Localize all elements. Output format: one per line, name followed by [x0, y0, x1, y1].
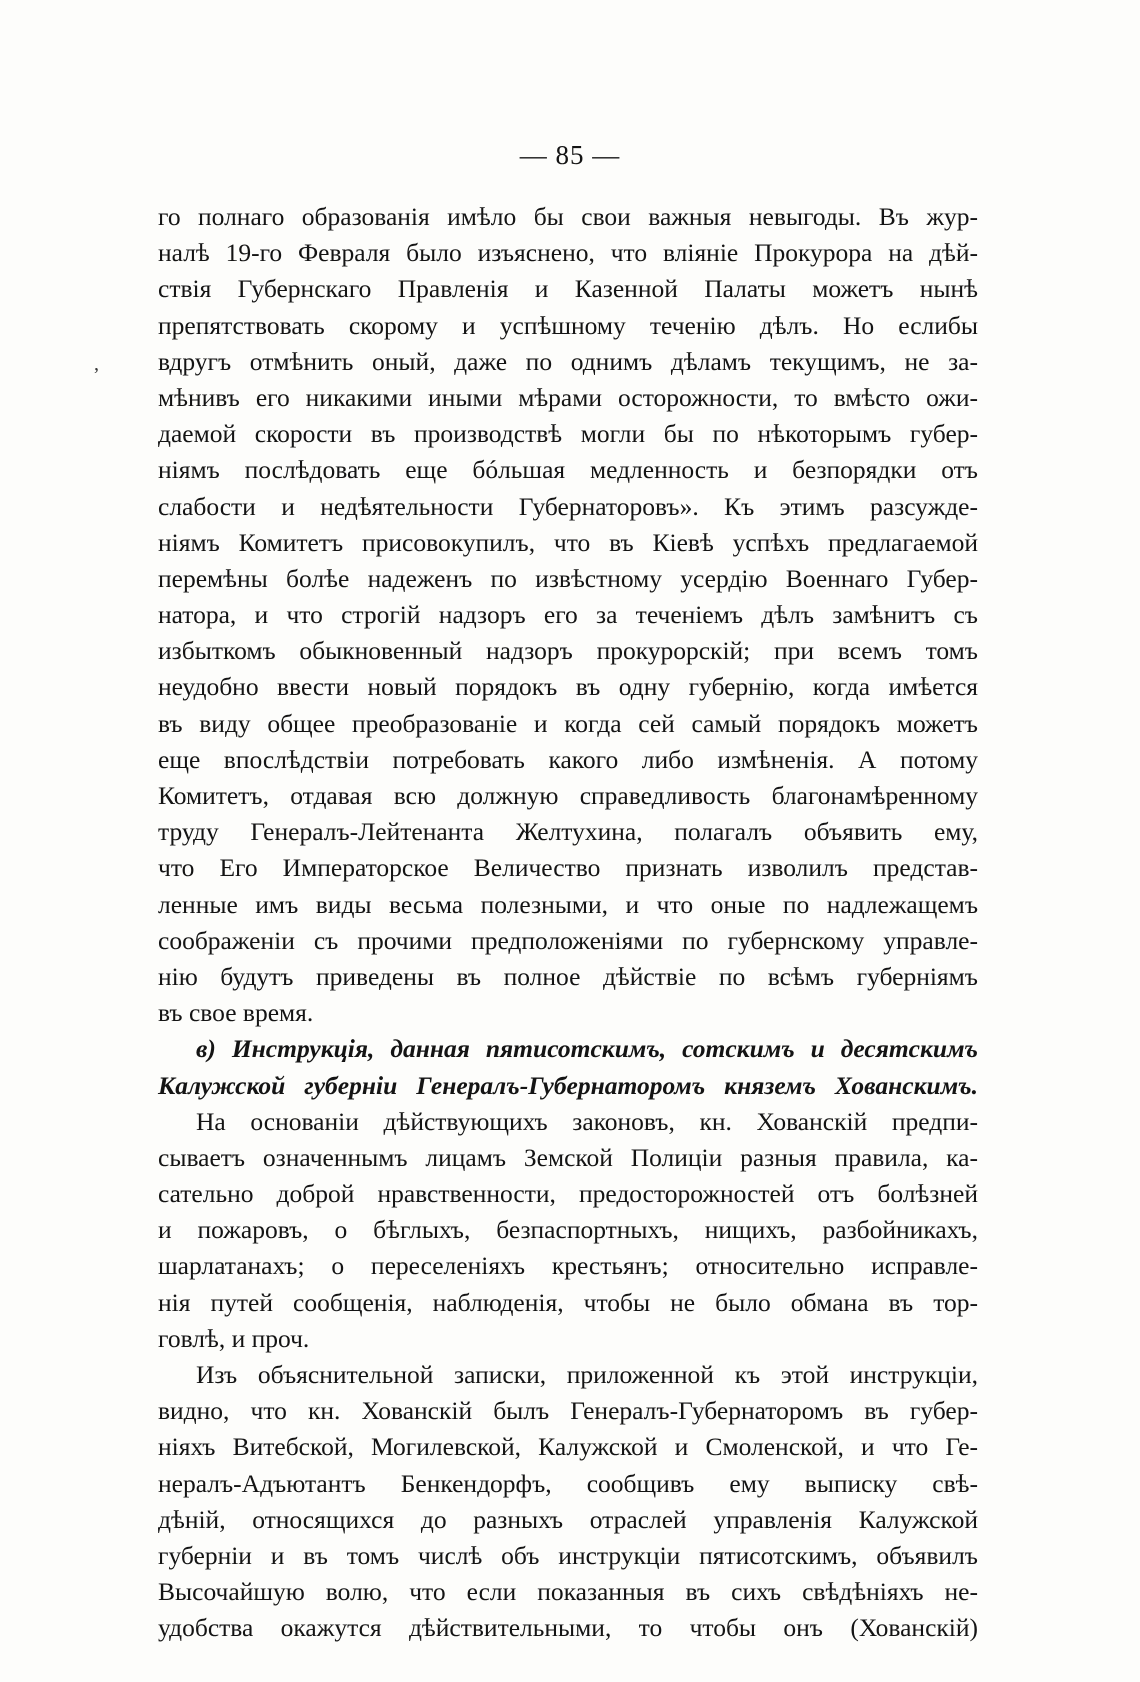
text-line: препятствовать скорому и успѣшному теченію дѣлъ. Но еслибы: [158, 310, 978, 340]
text-line: неудобно ввести новый порядокъ въ одну губернію, когда имѣется: [158, 672, 978, 702]
text-line: нію будутъ приведены въ полное дѣйствіе по всѣмъ губерніямъ: [158, 961, 978, 991]
text-line: слабости и недѣятельности Губернаторовъ». Къ этимъ разсужде-: [158, 491, 978, 521]
text-line: сываетъ означеннымъ лицамъ Земской Полиціи разныя правила, ка-: [158, 1142, 978, 1172]
text-line: говлѣ, и проч.: [158, 1323, 310, 1353]
text-line: в) Инструкція, данная пятисотскимъ, сотскимъ и десятскимъ: [196, 1034, 978, 1064]
text-line: Изъ объяснительной записки, приложенной къ этой инструкціи,: [196, 1360, 978, 1389]
text-line: избыткомъ обыкновенный надзоръ прокурорскій; при всемъ томъ: [158, 636, 978, 666]
text-line: дѣній, относящихся до разныхъ отраслей управленія Калужской: [158, 1504, 978, 1534]
text-line: соображеніи съ прочими предположеніями по губернскому управле-: [158, 925, 978, 955]
text-line: ніяхъ Витебской, Могилевской, Калужской и Смоленской, и что Ге-: [158, 1432, 978, 1462]
text-line: ніямъ послѣдовать еще бóльшая медленность и безпорядки отъ: [158, 455, 978, 485]
text-line: ніямъ Комитетъ присовокупилъ, что въ Кіевѣ успѣхъ предлагаемой: [158, 527, 978, 557]
text-line: мѣнивъ его никакими иными мѣрами осторожности, то вмѣсто ожи-: [158, 382, 978, 412]
text-line: ленные имъ виды весьма полезными, и что оные по надлежащемъ: [158, 889, 978, 919]
text-line: го полнаго образованія имѣло бы свои важныя невыгоды. Въ жур-: [158, 202, 978, 231]
text-line: труду Генералъ-Лейтенанта Желтухина, полагалъ объявить ему,: [158, 817, 978, 847]
text-line: еще впослѣдствіи потребовать какого либо измѣненія. А потому: [158, 744, 978, 774]
text-line: что Его Императорское Величество признать изволилъ представ-: [158, 853, 978, 883]
text-line: нералъ-Адъютантъ Бенкендорфъ, сообщивъ ему выписку свѣ-: [158, 1468, 978, 1498]
margin-mark: ,: [94, 353, 99, 375]
text-line: натора, и что строгій надзоръ его за теченіемъ дѣлъ замѣнитъ съ: [158, 600, 978, 630]
text-line: перемѣны болѣе надеженъ по извѣстному усердію Военнаго Губер-: [158, 563, 978, 593]
text-line: сательно доброй нравственности, предосторожностей отъ болѣзней: [158, 1179, 978, 1209]
text-line: въ свое время.: [158, 998, 314, 1028]
text-line: вдругъ отмѣнить оный, даже по однимъ дѣламъ текущимъ, не за-: [158, 346, 978, 376]
page-number: — 85 —: [519, 140, 621, 170]
text-line: налѣ 19-го Февраля было изъяснено, что вліяніе Прокурора на дѣй-: [158, 238, 978, 268]
text-line: видно, что кн. Хованскій былъ Генералъ-Губернаторомъ въ губер-: [158, 1396, 978, 1426]
text-line: и пожаровъ, о бѣглыхъ, безпаспортныхъ, нищихъ, разбойникахъ,: [158, 1215, 978, 1245]
text-line: губерніи и въ томъ числѣ объ инструкціи пятисотскимъ, объявилъ: [158, 1540, 978, 1570]
text-line: нія путей сообщенія, наблюденія, чтобы не было обмана въ тор-: [158, 1287, 978, 1317]
text-line: удобства окажутся дѣйствительными, то чтобы онъ (Хованскій): [158, 1613, 978, 1643]
text-line: ствія Губернскаго Правленія и Казенной Палаты можетъ нынѣ: [158, 274, 978, 304]
text-line: въ виду общее преобразованіе и когда сей самый порядокъ можетъ: [158, 708, 978, 738]
text-line: Комитетъ, отдавая всю должную справедливость благонамѣренному: [158, 781, 978, 810]
body-text: [158, 199, 978, 1647]
text-line: Калужской губерніи Генералъ-Губернаторомъ княземъ Хованскимъ.: [158, 1070, 978, 1100]
text-line: шарлатанахъ; о переселеніяхъ крестьянъ; относительно исправле-: [158, 1251, 978, 1281]
text-line: На основаніи дѣйствующихъ законовъ, кн. Хованскій предпи-: [196, 1106, 978, 1136]
text-line: даемой скорости въ производствѣ могли бы по нѣкоторымъ губер-: [158, 419, 978, 449]
text-line: Высочайшую волю, что если показанныя въ сихъ свѣдѣніяхъ не-: [158, 1577, 978, 1607]
